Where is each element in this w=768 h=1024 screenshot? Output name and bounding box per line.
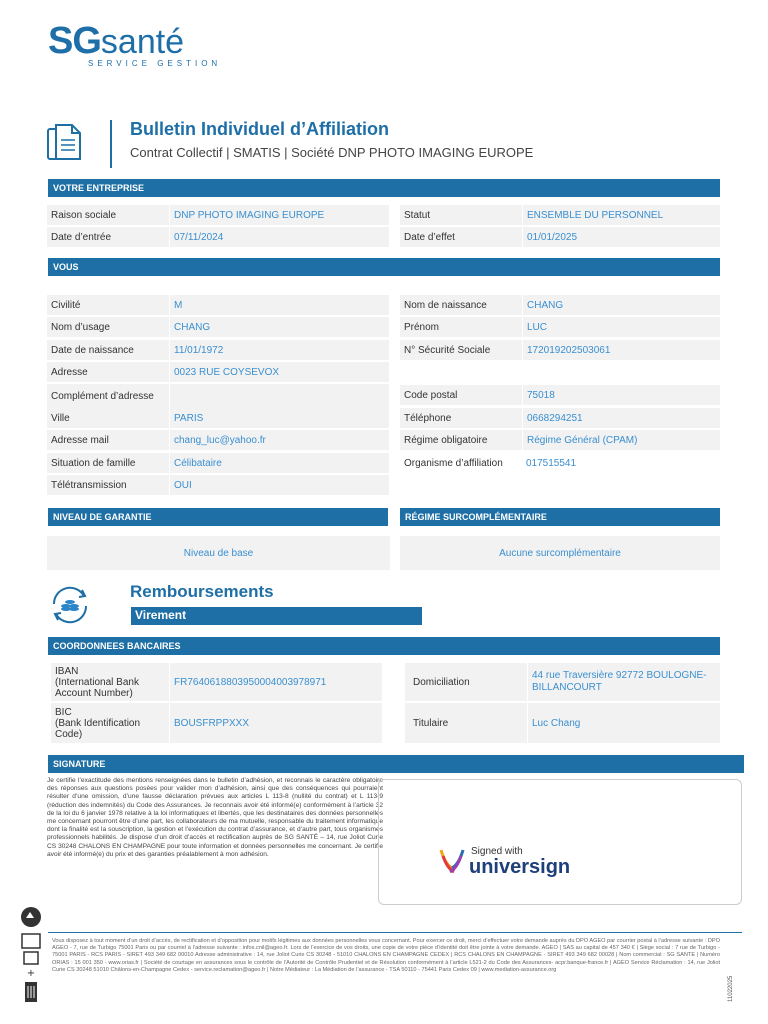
field-value: CHANG bbox=[169, 317, 389, 337]
document-reference: 11022025 bbox=[728, 975, 734, 1002]
field-prenom bbox=[400, 317, 720, 337]
field-date-effet bbox=[400, 227, 720, 247]
field-raison-sociale bbox=[47, 205, 389, 225]
field-organisme bbox=[400, 453, 720, 473]
field-telephone bbox=[400, 408, 720, 428]
section-bar-garantie: NIVEAU DE GARANTIE bbox=[48, 508, 388, 526]
field-value: 172019202503061 bbox=[522, 340, 720, 360]
signature-box bbox=[378, 779, 742, 905]
field-nom-usage bbox=[47, 317, 389, 337]
field-code-postal bbox=[400, 385, 720, 405]
field-label: Télétransmission bbox=[51, 479, 127, 491]
field-label: Civilité bbox=[51, 299, 81, 311]
field-label: Complément d’adresse bbox=[51, 390, 154, 402]
universign-label: universign bbox=[469, 856, 571, 878]
field-label: Domiciliation bbox=[413, 676, 470, 688]
field-label: Nom de naissance bbox=[404, 299, 487, 311]
title-separator bbox=[110, 120, 112, 168]
field-value: DNP PHOTO IMAGING EUROPE bbox=[169, 205, 389, 225]
field-label: N° Sécurité Sociale bbox=[404, 344, 491, 356]
field-date-entree bbox=[47, 227, 389, 247]
field-value: 0023 RUE COYSEVOX bbox=[169, 362, 389, 382]
field-value: BOUSFRPPXXX bbox=[169, 703, 382, 743]
field-label: Date d’entrée bbox=[51, 231, 112, 243]
sg-sante-logo bbox=[48, 20, 221, 68]
field-label: Régime obligatoire bbox=[404, 434, 488, 446]
field-value: M bbox=[169, 295, 389, 315]
signed-with-label: Signed with bbox=[471, 846, 523, 857]
field-value bbox=[169, 384, 389, 408]
field-statut bbox=[400, 205, 720, 225]
field-adresse bbox=[47, 362, 389, 382]
field-value: 017515541 bbox=[526, 457, 577, 469]
field-label: BIC (Bank Identification Code) bbox=[55, 706, 141, 740]
field-label: Nom d’usage bbox=[51, 321, 110, 333]
field-value: 07/11/2024 bbox=[169, 227, 389, 247]
field-regime bbox=[400, 430, 720, 450]
section-bar-banque: COORDONNEES BANCAIRES bbox=[48, 637, 720, 655]
logo-sante: santé bbox=[100, 23, 185, 61]
field-value: Luc Chang bbox=[527, 703, 720, 743]
field-nom-naissance bbox=[400, 295, 720, 315]
universign-logo-icon bbox=[439, 846, 465, 876]
field-value: CHANG bbox=[522, 295, 720, 315]
documents-icon bbox=[46, 124, 82, 164]
field-value: PARIS bbox=[169, 408, 389, 428]
field-date-naissance bbox=[47, 340, 389, 360]
field-titulaire bbox=[405, 703, 720, 743]
field-label: Organisme d’affiliation bbox=[404, 457, 503, 469]
field-teletransmission bbox=[47, 475, 389, 495]
field-label: Date de naissance bbox=[51, 344, 134, 356]
field-bic bbox=[51, 703, 382, 743]
recycling-instructions-icon bbox=[20, 932, 42, 1006]
field-domiciliation bbox=[405, 663, 720, 701]
field-value: 75018 bbox=[522, 385, 720, 405]
field-civilite bbox=[47, 295, 389, 315]
field-value: Régime Général (CPAM) bbox=[522, 430, 720, 450]
coins-refresh-icon bbox=[46, 582, 94, 628]
svg-text:+: + bbox=[26, 968, 36, 979]
field-value: 11/01/1972 bbox=[169, 340, 389, 360]
field-label: IBAN (International Bank Account Number) bbox=[55, 665, 139, 699]
section-bar-surcomplementaire: RÉGIME SURCOMPLÉMENTAIRE bbox=[400, 508, 720, 526]
field-ville bbox=[47, 408, 389, 428]
section-bar-vous: VOUS bbox=[48, 258, 720, 276]
field-label: Titulaire bbox=[413, 717, 449, 729]
field-value: LUC bbox=[522, 317, 720, 337]
field-label: Code postal bbox=[404, 389, 458, 401]
footer-separator bbox=[48, 932, 742, 933]
field-label: Raison sociale bbox=[51, 209, 117, 221]
field-label: Ville bbox=[51, 412, 70, 424]
field-label: Statut bbox=[404, 209, 431, 221]
field-label: Adresse bbox=[51, 366, 88, 378]
field-mail bbox=[47, 430, 389, 450]
field-value: chang_luc@yahoo.fr bbox=[169, 430, 389, 450]
remboursements-title: Remboursements bbox=[130, 582, 274, 601]
field-label: Situation de famille bbox=[51, 457, 136, 469]
field-value: 01/01/2025 bbox=[522, 227, 720, 247]
document-title: Bulletin Individuel d’Affiliation bbox=[130, 119, 389, 139]
signature-declaration: Je certifie l’exactitude des mentions renseignées dans le bulletin d’adhésion, et reconnais le caractère obligatoire des réponses aux questions posées pour valider mon d’adhésion, ainsi que des conséquences qui pourraient résulter d’une omission, d’une fausse déclaration prévues aux articles L 113-8 (nullité du contrat) et L 113-9 (réduction des indemnités) du Code des Assurances. Je reconnais avoir été informé(e) conformément à l’article 32 de la loi du 6 janvier 1978 relative à la loi informatiques et libertés, que les destinataires des données personnelles me concernant pourront être d’une part, les collaborateurs de ma mutuelle, responsable du traitement informatique dont la finalité est la souscription, la gestion et l’exécution du contrat d’assurance, et d’autre part, tous organismes professionnels habilités. Je dispose d’un droit d’accès et rectification auprès de SG SANTÉ – 14, rue Joliot Curie CS 30248 CHALONS EN CHAMPAGNE pour toute information et données personnelles me concernant. Je certifie avoir été informé(e) du prix et des garanties préalablement à mon adhésion. bbox=[47, 777, 383, 858]
field-label: Adresse mail bbox=[51, 434, 109, 446]
field-value: FR7640618803950004003978971 bbox=[169, 663, 382, 701]
section-bar-entreprise: VOTRE ENTREPRISE bbox=[48, 179, 720, 197]
surcomplementaire-value: Aucune surcomplémentaire bbox=[400, 536, 720, 570]
field-value: Célibataire bbox=[169, 453, 389, 473]
field-famille bbox=[47, 453, 389, 473]
field-label: Date d’effet bbox=[404, 231, 455, 243]
recycle-icon bbox=[20, 906, 42, 928]
field-value: 0668294251 bbox=[522, 408, 720, 428]
field-iban bbox=[51, 663, 382, 701]
field-value: ENSEMBLE DU PERSONNEL bbox=[522, 205, 720, 225]
logo-subtitle: SERVICE GESTION bbox=[88, 59, 222, 68]
field-value: OUI bbox=[169, 475, 389, 495]
field-label: Téléphone bbox=[404, 412, 452, 424]
logo-sg: SG bbox=[48, 20, 101, 62]
section-bar-signature: SIGNATURE bbox=[48, 755, 744, 773]
garantie-value: Niveau de base bbox=[47, 536, 390, 570]
field-secu bbox=[400, 340, 720, 360]
remboursement-mode: Virement bbox=[131, 607, 422, 625]
field-label: Prénom bbox=[404, 321, 440, 333]
field-complement bbox=[47, 384, 389, 408]
document-subtitle: Contrat Collectif | SMATIS | Société DNP PHOTO IMAGING EUROPE bbox=[130, 145, 534, 160]
footer-legal-text: Vous disposez à tout moment d’un droit d’accès, de rectification et d’opposition pour motifs légitimes aux données personnelles vous concernant. Pour exercer ce droit, merci d’effectuer votre demande auprès du DPO AGEO par courrier postal à l’adresse suivante : DPO AGEO - 7, rue de Turbigo 75001 Paris ou par courriel à l’adresse suivante : infos.cnil@ageo.fr. Lors de l’exercice de vos droits, une copie de votre pièce d’identité doit être jointe à votre demande. AGEO | SAS au capital de 457 340 € | Siège social : 7 rue de Turbigo - 75001 PARIS - RCS PARIS - SIRET 493 349 682 00010 Adresse administrative : 14, rue Joliot Curie CS 30248 - 51010 CHALONS EN CHAMPAGNE CEDEX | RCS CHALONS EN CHAMPAGNE - SIRET 493 349 682 00028 | Nom commercial : SG SANTE | Numéro ORIAS : 15 001 350 - www.orias.fr | Société de courtage en assurances sous le contrôle de l’Autorité de Contrôle Prudentiel et de Résolution conformément à l’article L521-2 du Code des Assurances- acpr.banque-france.fr | AGEO Service Réclamation : 14, rue Joliot Curie CS 30248 51010 Châlons-en-Champagne Cedex - service.reclamation@ageo.fr | Notre Médiateur : La Médiation de l’assurance - TSA 50110 - 75441 Paris Cedex 09 | www.mediation-assurance.org bbox=[52, 938, 720, 973]
field-value: 44 rue Traversière 92772 BOULOGNE-BILLANCOURT bbox=[527, 663, 720, 701]
